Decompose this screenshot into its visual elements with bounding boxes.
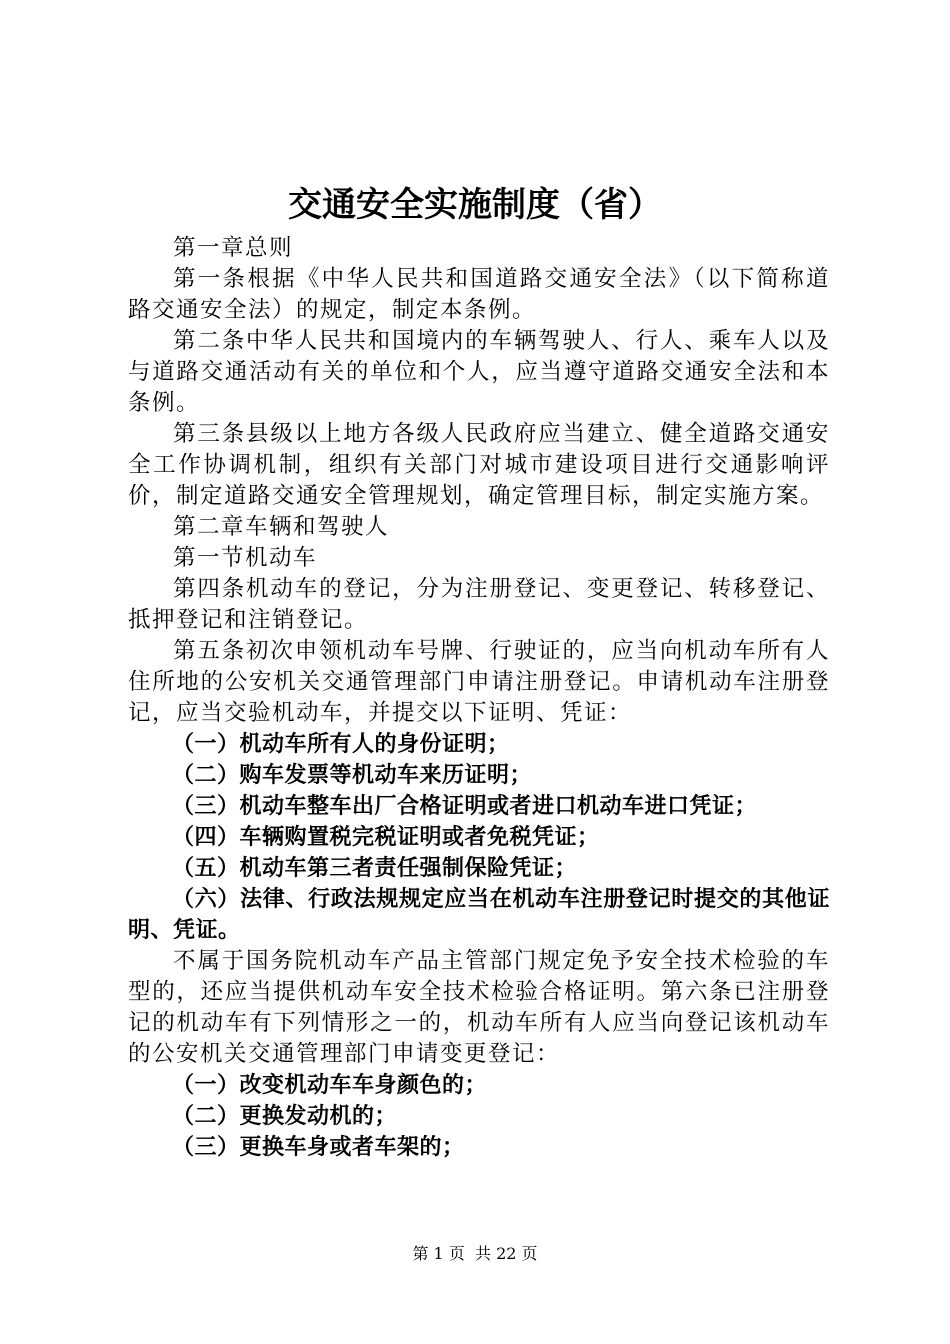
paragraph: 第一节机动车 xyxy=(173,545,318,571)
paragraph: （一）改变机动车车身颜色的； xyxy=(172,1073,488,1098)
document-title: 交通安全实施制度（省） xyxy=(288,185,662,225)
paragraph: 第二章车辆和驾驶人 xyxy=(173,514,390,540)
paragraph: 第五条初次申领机动车号牌、行驶证的，应当向机动车所有人住所地的公安机关交通管理部门申请注册登记。申请机动车注册登记，应当交验机动车，并提交以下证明、凭证： xyxy=(128,638,830,726)
paragraph: （二）更换发动机的； xyxy=(172,1104,398,1129)
paragraph: （六）法律、行政法规规定应当在机动车注册登记时提交的其他证明、凭证。 xyxy=(128,887,830,943)
paragraph: （五）机动车第三者责任强制保险凭证； xyxy=(172,856,578,881)
paragraph: （四）车辆购置税完税证明或者免税凭证； xyxy=(172,825,600,850)
paragraph: 第一章总则 xyxy=(173,235,294,261)
paragraph: （二）购车发票等机动车来历证明； xyxy=(172,763,533,788)
paragraph: 第三条县级以上地方各级人民政府应当建立、健全道路交通安全工作协调机制，组织有关部门对城市建设项目进行交通影响评价，制定道路交通安全管理规划，确定管理目标，制定实施方案。 xyxy=(128,421,830,509)
paragraph: 第四条机动车的登记，分为注册登记、变更登记、转移登记、抵押登记和注销登记。 xyxy=(128,576,830,633)
paragraph: 第二条中华人民共和国境内的车辆驾驶人、行人、乘车人以及与道路交通活动有关的单位和个人，应当遵守道路交通安全法和本条例。 xyxy=(128,328,830,416)
document-body xyxy=(128,233,830,1163)
page-footer xyxy=(0,1243,950,1265)
paragraph: （一）机动车所有人的身份证明； xyxy=(172,732,510,757)
page-number-label: 第 1 页 共 22 页 xyxy=(412,1244,538,1263)
paragraph: （三）机动车整车出厂合格证明或者进口机动车进口凭证； xyxy=(172,794,758,819)
paragraph: 不属于国务院机动车产品主管部门规定免予安全技术检验的车型的，还应当提供机动车安全技术检验合格证明。第六条已注册登记的机动车有下列情形之一的，机动车所有人应当向登记该机动车的公安机关交通管理部门申请变更登记： xyxy=(128,948,830,1067)
paragraph: 第一条根据《中华人民共和国道路交通安全法》（以下简称道路交通安全法）的规定，制定本条例。 xyxy=(128,266,830,323)
paragraph: （三）更换车身或者车架的； xyxy=(172,1135,465,1160)
